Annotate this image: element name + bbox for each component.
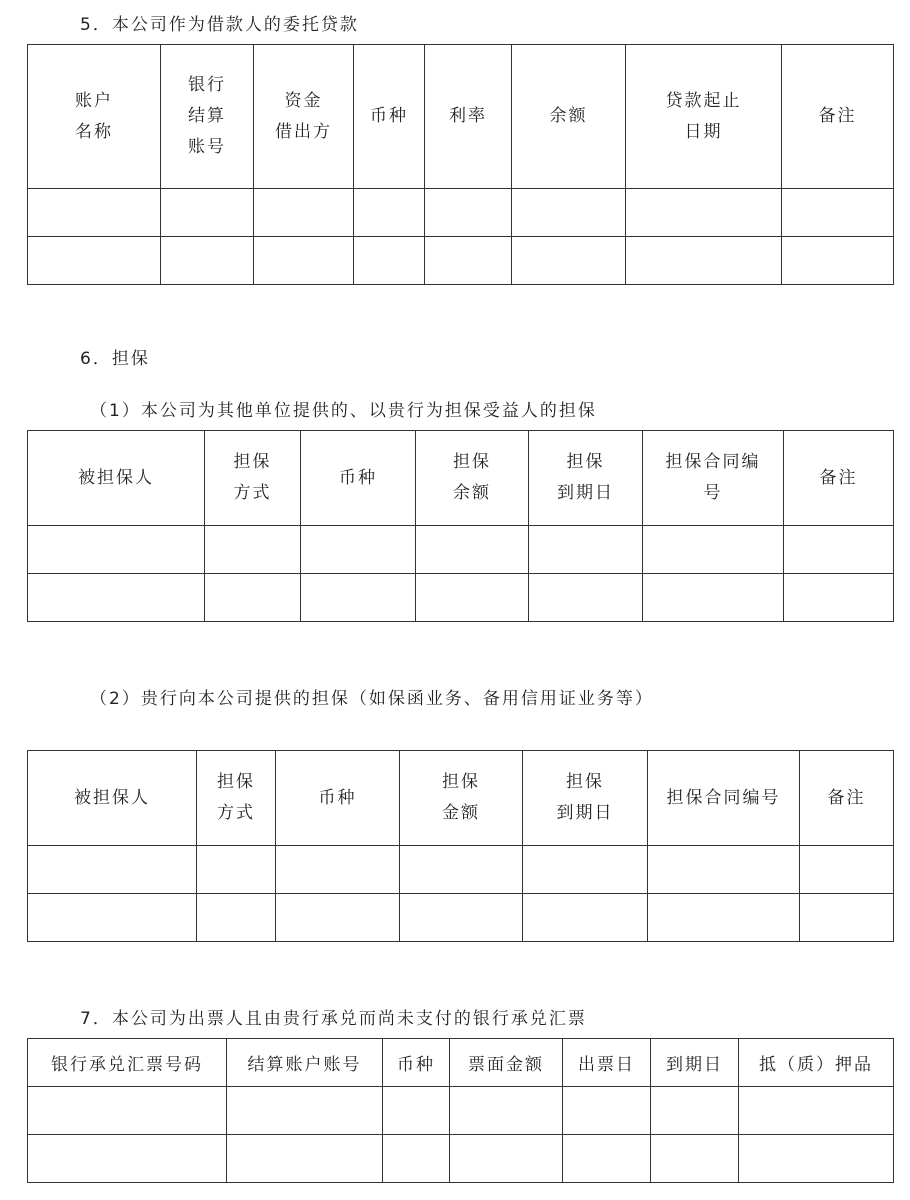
table-cell[interactable]: [784, 574, 894, 622]
table-cell[interactable]: [197, 894, 276, 942]
table-cell[interactable]: [648, 846, 800, 894]
section-6-1-title: （1）本公司为其他单位提供的、以贵行为担保受益人的担保: [90, 401, 597, 421]
table-cell[interactable]: [563, 1087, 651, 1135]
table-row: [28, 574, 894, 622]
header-acceptance-bill-number: 银行承兑汇票号码: [28, 1039, 227, 1087]
table-cell[interactable]: [782, 189, 894, 237]
table-cell[interactable]: [254, 189, 354, 237]
table-cell[interactable]: [739, 1087, 894, 1135]
table-cell[interactable]: [161, 237, 254, 285]
table-cell[interactable]: [254, 237, 354, 285]
table-cell[interactable]: [276, 894, 400, 942]
section-5-title: 5．本公司作为借款人的委托贷款: [80, 15, 359, 35]
table-cell[interactable]: [800, 846, 894, 894]
table-row: [28, 1135, 894, 1183]
header-settlement-account-number: 结算账户账号: [227, 1039, 383, 1087]
header-face-amount: 票面金额: [450, 1039, 563, 1087]
header-fund-lender: 资金 借出方: [254, 45, 354, 189]
table-cell[interactable]: [276, 846, 400, 894]
table-cell[interactable]: [523, 894, 648, 942]
header-guarantee-contract-no: 担保合同编 号: [643, 431, 784, 526]
table-cell[interactable]: [529, 574, 643, 622]
table-cell[interactable]: [383, 1087, 450, 1135]
table-cell[interactable]: [227, 1087, 383, 1135]
table-cell[interactable]: [651, 1135, 739, 1183]
header-currency: 币种: [354, 45, 425, 189]
table-cell[interactable]: [28, 189, 161, 237]
guarantee-to-others-table: [27, 430, 894, 622]
header-guarantee-balance: 担保 余额: [416, 431, 529, 526]
table-cell[interactable]: [383, 1135, 450, 1183]
header-loan-period: 贷款起止 日期: [626, 45, 782, 189]
header-remarks: 备注: [782, 45, 894, 189]
table-cell[interactable]: [651, 1087, 739, 1135]
table-cell[interactable]: [782, 237, 894, 285]
header-currency: 币种: [301, 431, 416, 526]
table-cell[interactable]: [450, 1135, 563, 1183]
table-header-row: [28, 431, 894, 526]
table-cell[interactable]: [512, 189, 626, 237]
table-header-row: [28, 45, 894, 189]
table-cell[interactable]: [161, 189, 254, 237]
header-maturity-date: 到期日: [651, 1039, 739, 1087]
header-currency: 币种: [276, 751, 400, 846]
table-cell[interactable]: [425, 237, 512, 285]
header-collateral: 抵（质）押品: [739, 1039, 894, 1087]
table-header-row: [28, 1039, 894, 1087]
table-cell[interactable]: [626, 237, 782, 285]
table-cell[interactable]: [512, 237, 626, 285]
table-cell[interactable]: [416, 526, 529, 574]
bank-guarantee-table: [27, 750, 894, 942]
acceptance-bill-table: [27, 1038, 894, 1183]
table-cell[interactable]: [739, 1135, 894, 1183]
table-cell[interactable]: [197, 846, 276, 894]
header-remarks: 备注: [800, 751, 894, 846]
table-cell[interactable]: [626, 189, 782, 237]
section-6-title: 6．担保: [80, 349, 150, 369]
table-row: [28, 894, 894, 942]
header-bank-settlement-account: 银行 结算 账号: [161, 45, 254, 189]
header-guaranteed-party: 被担保人: [28, 431, 205, 526]
table-cell[interactable]: [205, 526, 301, 574]
table-row: [28, 237, 894, 285]
table-cell[interactable]: [450, 1087, 563, 1135]
table-cell[interactable]: [227, 1135, 383, 1183]
section-6-2-title: （2）贵行向本公司提供的担保（如保函业务、备用信用证业务等）: [90, 689, 654, 709]
table-row: [28, 189, 894, 237]
entrusted-loan-table: [27, 44, 894, 285]
header-currency: 币种: [383, 1039, 450, 1087]
header-account-name: 账户 名称: [28, 45, 161, 189]
header-balance: 余额: [512, 45, 626, 189]
table-cell[interactable]: [28, 237, 161, 285]
table-cell[interactable]: [28, 846, 197, 894]
table-cell[interactable]: [205, 574, 301, 622]
header-guarantee-method: 担保 方式: [205, 431, 301, 526]
table-cell[interactable]: [28, 526, 205, 574]
header-guarantee-contract-no: 担保合同编号: [648, 751, 800, 846]
table-cell[interactable]: [563, 1135, 651, 1183]
table-row: [28, 526, 894, 574]
table-row: [28, 1087, 894, 1135]
table-cell[interactable]: [529, 526, 643, 574]
table-cell[interactable]: [425, 189, 512, 237]
header-guaranteed-party: 被担保人: [28, 751, 197, 846]
header-guarantee-method: 担保 方式: [197, 751, 276, 846]
table-cell[interactable]: [28, 574, 205, 622]
table-cell[interactable]: [800, 894, 894, 942]
table-header-row: [28, 751, 894, 846]
table-cell[interactable]: [354, 237, 425, 285]
table-cell[interactable]: [28, 1135, 227, 1183]
header-guarantee-maturity: 担保 到期日: [529, 431, 643, 526]
table-row: [28, 846, 894, 894]
table-cell[interactable]: [648, 894, 800, 942]
table-cell[interactable]: [643, 526, 784, 574]
header-remarks: 备注: [784, 431, 894, 526]
table-cell[interactable]: [28, 894, 197, 942]
header-interest-rate: 利率: [425, 45, 512, 189]
table-cell[interactable]: [523, 846, 648, 894]
header-guarantee-amount: 担保 金额: [400, 751, 523, 846]
table-cell[interactable]: [416, 574, 529, 622]
table-cell[interactable]: [354, 189, 425, 237]
header-guarantee-maturity: 担保 到期日: [523, 751, 648, 846]
table-cell[interactable]: [301, 574, 416, 622]
table-cell[interactable]: [784, 526, 894, 574]
table-cell[interactable]: [28, 1087, 227, 1135]
table-cell[interactable]: [400, 894, 523, 942]
header-issue-date: 出票日: [563, 1039, 651, 1087]
table-cell[interactable]: [301, 526, 416, 574]
table-cell[interactable]: [400, 846, 523, 894]
section-7-title: 7．本公司为出票人且由贵行承兑而尚未支付的银行承兑汇票: [80, 1009, 587, 1029]
table-cell[interactable]: [643, 574, 784, 622]
